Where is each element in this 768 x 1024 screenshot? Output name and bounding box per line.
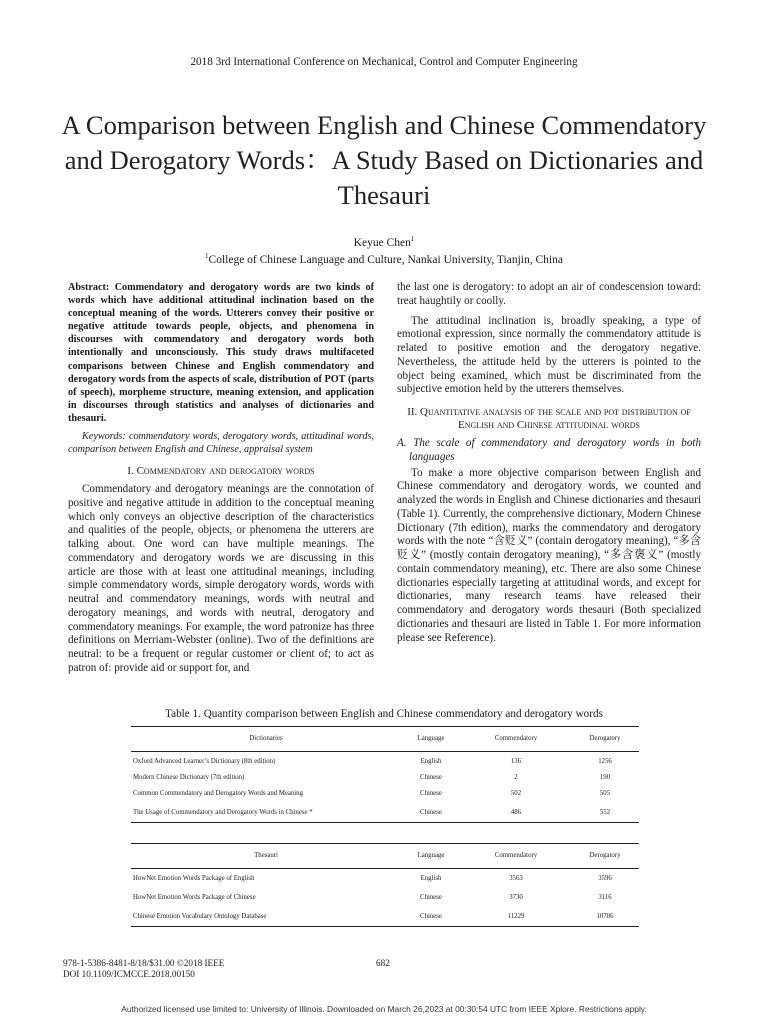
header-commendatory: Commendatory — [494, 735, 538, 742]
paragraph-continuation: the last one is derogatory: to adopt an air of condescension toward: treat haughtily or coolly. — [397, 281, 701, 307]
affiliation-line — [0, 252, 768, 266]
header-thesauri: Thesauri — [254, 852, 278, 859]
footer-isbn: 978-1-5386-8481-8/18/$31.00 ©2018 IEEE — [63, 958, 225, 968]
header-commendatory: Commendatory — [494, 852, 538, 859]
table-caption: Table 1. Quantity comparison between English and Chinese commendatory and derogatory words — [165, 708, 603, 720]
cell-commendatory: 3563 — [509, 874, 523, 882]
authorized-use-notice: Authorized licensed use limited to: University of Illinois. Downloaded on March 26,2023 at 00:30:54 UTC from IEEE Xplore. Restrictions apply. — [121, 1004, 647, 1014]
cell-commendatory: 2 — [514, 773, 518, 781]
table-header-row — [131, 844, 639, 869]
abstract: Abstract: Commendatory and derogatory words are two kinds of words which have additional attitudinal inclination based on the conceptual meaning of the words. Utterers convey their positive or negative attitude towards people, objects, and phenomena in discourses with commendatory and derogatory words both intentionally and unconsciously. This study draws multifaceted comparisons between Chinese and English commendatory and derogatory words from the aspects of scale, distribution of POT (parts of speech), morpheme structure, meaning extension, and application in discourses through statistics and analyses of dictionaries and thesauri. — [68, 282, 374, 424]
header-dictionaries: Dictionaries — [249, 735, 283, 742]
cell-derogatory: 190 — [599, 773, 611, 781]
table-row — [131, 888, 639, 907]
section-1-paragraph: Commendatory and derogatory meanings are the connotation of positive and negative attitude in addition to the conceptual meaning which only conveys an objective description of the characteristics and qualities of the people, objects, or phenomena the utterers are talking about. One word can have multiple meanings. The commendatory and derogatory words we are discussing in this article are those with at least one attitudinal meanings, including simple commendatory words, simple derogatory words, words with neutral and commendatory meanings, words with neutral and derogatory meanings, and words with neutral, derogatory and commendatory meanings. For example, the word patronize has three definitions on Merriam-Webster (online). Two of the definitions are neutral: to be a frequent or regular customer or client of; to act as patron of: provide aid or support for, and — [68, 483, 374, 674]
cell-source: Modern Chinese Dictionary (7th edition) — [133, 773, 245, 781]
paper-title: A Comparison between English and Chinese Commendatory and Derogatory Words：A Study Based on Dictionaries and Thesauri — [61, 110, 707, 210]
cell-source: HowNet Emotion Words Package of Chinese — [133, 893, 256, 901]
table-row — [131, 752, 639, 772]
right-column — [397, 281, 701, 645]
cell-commendatory: 486 — [510, 808, 522, 816]
cell-commendatory: 502 — [510, 789, 522, 797]
paragraph-scale: To make a more objective comparison between English and Chinese commendatory and derogatory words, we counted and analyzed the words in English and Chinese dictionaries and thesauri (Table 1). Currently, the comprehensive dictionary, Modern Chinese Dictionary (7th edition), marks the commendatory and derogatory words with the note “含贬义” (contain derogatory meaning), “多含贬义” (mostly contain derogatory meaning), “多含褒义” (mostly contain commendatory meaning), etc. There are also some Chinese dictionaries especially targeting at attitudinal words, and except for dictionaries, many research teams have released their commendatory and derogatory words thesauri (Both specialized dictionaries and thesauri are listed in Table 1. For more information please see Reference). — [397, 466, 701, 644]
cell-source: Common Commendatory and Derogatory Words and Meaning — [133, 789, 303, 797]
cell-source: Oxford Advanced Learner’s Dictionary (8th edition) — [133, 757, 276, 765]
header-language: Language — [417, 852, 445, 859]
table-thesauri — [131, 843, 639, 927]
table-dictionaries — [131, 726, 639, 823]
table-row — [131, 907, 639, 927]
cell-derogatory: 10786 — [596, 912, 614, 920]
header-derogatory: Derogatory — [589, 852, 621, 859]
footer-publication-info — [63, 958, 224, 980]
section-1-heading: I. Commendatory and derogatory words — [127, 465, 315, 478]
affiliation: College of Chinese Language and Culture, Nankai University, Tianjin, China — [208, 253, 563, 266]
cell-commendatory: 3730 — [509, 893, 523, 901]
cell-source: The Usage of Commendatory and Derogatory Words in Chinese * — [133, 808, 313, 816]
table-row — [131, 784, 639, 803]
cell-language: Chinese — [420, 912, 442, 920]
cell-derogatory: 552 — [599, 808, 611, 816]
header-derogatory: Derogatory — [589, 735, 621, 742]
cell-language: Chinese — [420, 789, 442, 797]
cell-commendatory: 136 — [510, 757, 522, 765]
cell-source: Chinese Emotion Vocabulary Ontology Database — [133, 912, 267, 920]
table-header-row — [131, 727, 639, 752]
cell-derogatory: 505 — [599, 789, 611, 797]
table-row — [131, 869, 639, 889]
cell-derogatory: 3596 — [598, 874, 612, 882]
cell-derogatory: 3116 — [598, 893, 612, 901]
header-language: Language — [417, 735, 445, 742]
author-superscript: 1 — [410, 235, 415, 243]
cell-language: English — [420, 874, 442, 882]
keywords: Keywords: commendatory words, derogatory words, attitudinal words, comparison between English and Chinese, appraisal system — [68, 431, 374, 455]
page-number: 682 — [376, 958, 390, 968]
cell-commendatory: 11229 — [507, 912, 525, 920]
cell-language: English — [420, 757, 442, 765]
cell-derogatory: 1256 — [598, 757, 612, 765]
table-row — [131, 803, 639, 823]
subsection-a-heading: A. The scale of commendatory and derogatory words in both languages — [397, 437, 701, 463]
table-row — [131, 771, 639, 784]
cell-language: Chinese — [420, 773, 442, 781]
section-2-heading: II. Quantitative analysis of the scale and pot distribution of English and Chinese attitudinal words — [407, 406, 691, 431]
paragraph-attitudinal: The attitudinal inclination is, broadly speaking, a type of emotional expression, since normally the commendatory attitude is related to positive emotion and the derogatory negative. Nevertheless, the attitude held by the utterers is pointed to the object being examined, which must be discriminated from the subjective emotion held by the utterers themselves. — [397, 314, 701, 396]
author-line — [0, 235, 768, 249]
left-column — [68, 281, 374, 676]
cell-language: Chinese — [420, 893, 442, 901]
author-name: Keyue Chen — [353, 236, 411, 249]
conference-header: 2018 3rd International Conference on Mechanical, Control and Computer Engineering — [190, 56, 578, 68]
cell-source: HowNet Emotion Words Package of English — [133, 874, 255, 882]
affiliation-superscript: 1 — [205, 252, 209, 260]
footer-doi: DOI 10.1109/ICMCCE.2018.00150 — [63, 969, 195, 979]
cell-language: Chinese — [420, 808, 442, 816]
